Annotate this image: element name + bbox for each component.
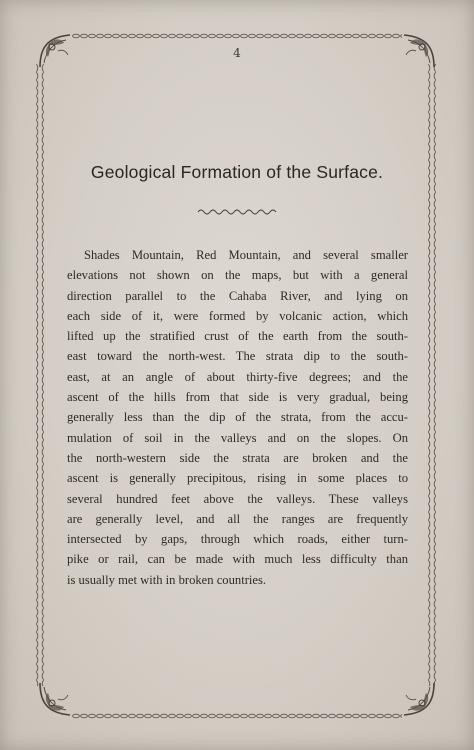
text-line: intersected by gaps, through which roads, either turn-: [67, 532, 408, 547]
text-line: is usually met with in broken countries.: [67, 572, 267, 587]
left-chain-border: [36, 64, 44, 686]
text-line: each side of it, were formed by volcanic action, which: [67, 308, 408, 323]
wavy-divider-icon: [196, 207, 280, 217]
text-line: several hundred feet above the valleys. These valleys: [67, 491, 408, 506]
text-line: east toward the north-west. The strata dip to the south-: [67, 349, 408, 364]
text-line: pike or rail, can be made with much less difficulty than: [67, 552, 408, 567]
body-paragraph: [67, 245, 408, 590]
text-line: direction parallel to the Cahaba River, and lying on: [67, 288, 408, 303]
text-line: lifted up the stratified crust of the earth from the south-: [67, 329, 408, 344]
text-line: are generally level, and all the ranges are frequently: [67, 511, 408, 526]
corner-ornament-icon: [40, 683, 70, 715]
text-line: the north-western side the strata are broken and the: [67, 450, 408, 465]
page-number: 4: [233, 46, 241, 60]
text-line: generally less than the dip of the strata, from the accu-: [67, 410, 408, 425]
right-chain-border: [428, 64, 436, 686]
text-line: ascent of the hills from that side is very gradual, being: [67, 390, 408, 405]
text-line: east, at an angle of about thirty-five degrees; and the: [67, 369, 408, 384]
text-line: ascent is generally precipitous, rising in some places to: [67, 471, 408, 486]
bottom-chain-border: [72, 711, 402, 719]
text-line: mulation of soil in the valleys and on the slopes. On: [67, 430, 408, 445]
text-line: elevations not shown on the maps, but with a general: [67, 268, 408, 283]
top-chain-border: [72, 31, 402, 39]
corner-ornament-icon: [404, 683, 434, 715]
section-heading: Geological Formation of the Surface.: [90, 162, 384, 182]
text-line: Shades Mountain, Red Mountain, and several smaller: [84, 248, 408, 262]
